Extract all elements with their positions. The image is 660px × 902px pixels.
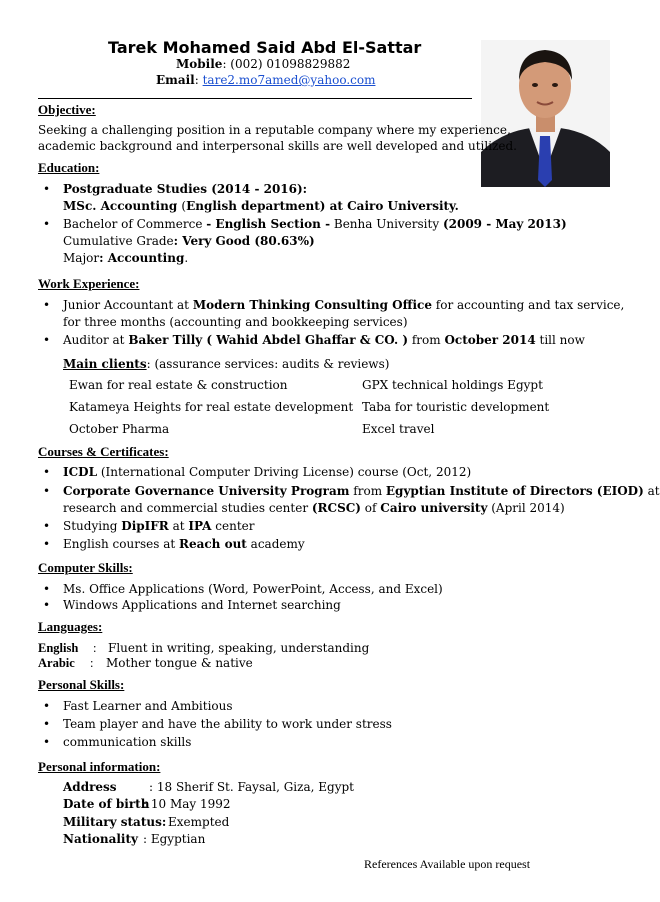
computer-skill-office: Ms. Office Applications (Word, PowerPoint, Access, and Excel) xyxy=(63,582,443,596)
client-item: Katameya Heights for real estate development xyxy=(69,400,354,414)
bullet: • xyxy=(43,217,51,231)
job-junior-accountant xyxy=(63,298,624,312)
job-auditor xyxy=(63,333,585,347)
bachelor-university: Benha University xyxy=(330,217,443,231)
dob-label: Date of birth xyxy=(63,797,150,811)
bullet: • xyxy=(43,699,51,713)
rcsc-desc: research and commercial studies center xyxy=(63,501,312,515)
bullet: • xyxy=(43,735,51,749)
email-link[interactable]: tare2.mo7amed@yahoo.com xyxy=(202,73,376,87)
governance-institute: Egyptian Institute of Directors (EIOD) xyxy=(385,484,644,498)
person-photo-icon xyxy=(481,40,610,187)
job-junior-accountant-line-2: for three months (accounting and bookkeeping services) xyxy=(63,315,408,329)
governance-from: from xyxy=(349,484,386,498)
icdl-name: ICDL xyxy=(63,465,98,479)
candidate-name: Tarek Mohamed Said Abd El-Sattar xyxy=(108,38,422,57)
languages-heading: Languages: xyxy=(38,619,103,634)
grade-label: Cumulative Grade xyxy=(63,234,174,248)
client-item: Ewan for real estate & construction xyxy=(69,378,288,392)
course-english xyxy=(63,537,305,551)
language-arabic-sep: : xyxy=(90,656,94,670)
client-item: Taba for touristic development xyxy=(362,400,550,414)
major-end: . xyxy=(184,251,189,265)
objective-text-line-1: Seeking a challenging position in a reputable company where my experience, xyxy=(38,123,511,137)
email-line xyxy=(156,73,375,87)
mobile-label: Mobile xyxy=(176,57,223,71)
bachelor-section: - English Section - xyxy=(206,217,331,231)
objective-text-line-2: academic background and interpersonal skills are well developed and utilized. xyxy=(38,139,517,153)
education-postgraduate: Postgraduate Studies (2014 - 2016): xyxy=(63,182,308,196)
rcsc-university: Cairo university xyxy=(380,501,488,515)
computer-skills-heading: Computer Skills: xyxy=(38,560,133,575)
bullet: • xyxy=(43,298,51,312)
job2-company: Baker Tilly ( Wahid Abdel Ghaffar & CO. ) xyxy=(128,333,409,347)
personal-skill: Team player and have the ability to work under stress xyxy=(63,717,392,731)
personal-skill: communication skills xyxy=(63,735,192,749)
nationality-label: Nationality xyxy=(63,832,138,846)
language-english: English xyxy=(38,641,79,655)
education-grade xyxy=(63,234,315,248)
email-label: Email xyxy=(156,73,195,87)
education-heading: Education: xyxy=(38,160,100,175)
bullet: • xyxy=(43,717,51,731)
header-divider xyxy=(38,98,472,99)
dipifr-center: center xyxy=(211,519,255,533)
bullet: • xyxy=(43,182,51,196)
client-item: October Pharma xyxy=(69,422,170,436)
rcsc-abbr: (RCSC) xyxy=(311,501,361,515)
english-academy: academy xyxy=(246,537,305,551)
bachelor-degree: Bachelor of Commerce xyxy=(63,217,207,231)
main-clients-line xyxy=(63,357,389,371)
rcsc-of: of xyxy=(360,501,381,515)
language-english-sep: : xyxy=(93,641,97,655)
language-english-desc: Fluent in writing, speaking, understanding xyxy=(108,641,370,655)
major-value: Accounting xyxy=(107,251,185,265)
course-governance-line-2 xyxy=(63,501,565,515)
references-note: References Available upon request xyxy=(364,857,531,871)
address-label: Address xyxy=(63,780,117,794)
msc-title: MSc. Accounting xyxy=(63,199,182,213)
msc-department: English department) at Cairo University. xyxy=(186,199,459,213)
bullet: • xyxy=(43,582,51,596)
personal-skill: Fast Learner and Ambitious xyxy=(63,699,233,713)
job2-end: till now xyxy=(535,333,585,347)
education-major xyxy=(63,251,188,265)
job2-role: Auditor at xyxy=(63,333,129,347)
icdl-desc: (International Computer Driving License) course (Oct, 2012) xyxy=(97,465,472,479)
bullet: • xyxy=(43,519,51,533)
dipifr-at: at xyxy=(168,519,189,533)
governance-program: Corporate Governance University Program xyxy=(63,484,350,498)
job1-company: Modern Thinking Consulting Office xyxy=(192,298,432,312)
bullet: • xyxy=(43,598,51,612)
major-label: Major xyxy=(63,251,100,265)
major-sep: : xyxy=(99,251,108,265)
education-msc xyxy=(63,199,459,213)
bullet: • xyxy=(43,484,51,498)
bachelor-years: (2009 - May 2013) xyxy=(442,217,567,231)
bullet: • xyxy=(43,465,51,479)
grade-value: Very Good (80.63%) xyxy=(182,234,315,248)
job2-start: October 2014 xyxy=(444,333,536,347)
profile-photo xyxy=(481,40,610,187)
work-experience-heading: Work Experience: xyxy=(38,276,140,291)
military-value: Exempted xyxy=(168,815,230,829)
personal-skills-heading: Personal Skills: xyxy=(38,677,125,692)
education-bachelor xyxy=(63,217,567,231)
client-item: Excel travel xyxy=(362,422,435,436)
dipifr-ipa: IPA xyxy=(188,519,212,533)
course-governance xyxy=(63,484,660,498)
courses-heading: Courses & Certificates: xyxy=(38,444,169,459)
address-value: : 18 Sherif St. Faysal, Giza, Egypt xyxy=(149,780,354,794)
bullet: • xyxy=(43,333,51,347)
rcsc-date: (April 2014) xyxy=(487,501,565,515)
main-clients-note: : (assurance services: audits & reviews) xyxy=(146,357,390,371)
governance-at: at xyxy=(643,484,660,498)
dipifr-studying: Studying xyxy=(63,519,122,533)
client-item: GPX technical holdings Egypt xyxy=(362,378,543,392)
language-arabic-desc: Mother tongue & native xyxy=(106,656,253,670)
grade-sep: : xyxy=(173,234,183,248)
msc-paren: ( xyxy=(181,199,187,213)
computer-skill-windows: Windows Applications and Internet searching xyxy=(63,598,341,612)
language-arabic: Arabic xyxy=(38,656,75,670)
mobile-value: : (002) 01098829882 xyxy=(222,57,351,71)
personal-information-heading: Personal information: xyxy=(38,759,161,774)
course-dipifr xyxy=(63,519,254,533)
dob-value: : 10 May 1992 xyxy=(143,797,231,811)
english-academy-name: Reach out xyxy=(178,537,247,551)
job1-desc: for accounting and tax service, xyxy=(431,298,625,312)
bullet: • xyxy=(43,537,51,551)
job1-role: Junior Accountant at xyxy=(63,298,193,312)
military-label: Military status: xyxy=(63,815,167,829)
mobile-line xyxy=(176,57,350,71)
dipifr-name: DipIFR xyxy=(121,519,169,533)
objective-heading: Objective: xyxy=(38,102,96,117)
course-icdl xyxy=(63,465,471,479)
email-separator: : xyxy=(194,73,203,87)
english-courses: English courses at xyxy=(63,537,179,551)
nationality-value: : Egyptian xyxy=(143,832,206,846)
main-clients-label: Main clients xyxy=(63,357,147,371)
job2-from: from xyxy=(408,333,445,347)
